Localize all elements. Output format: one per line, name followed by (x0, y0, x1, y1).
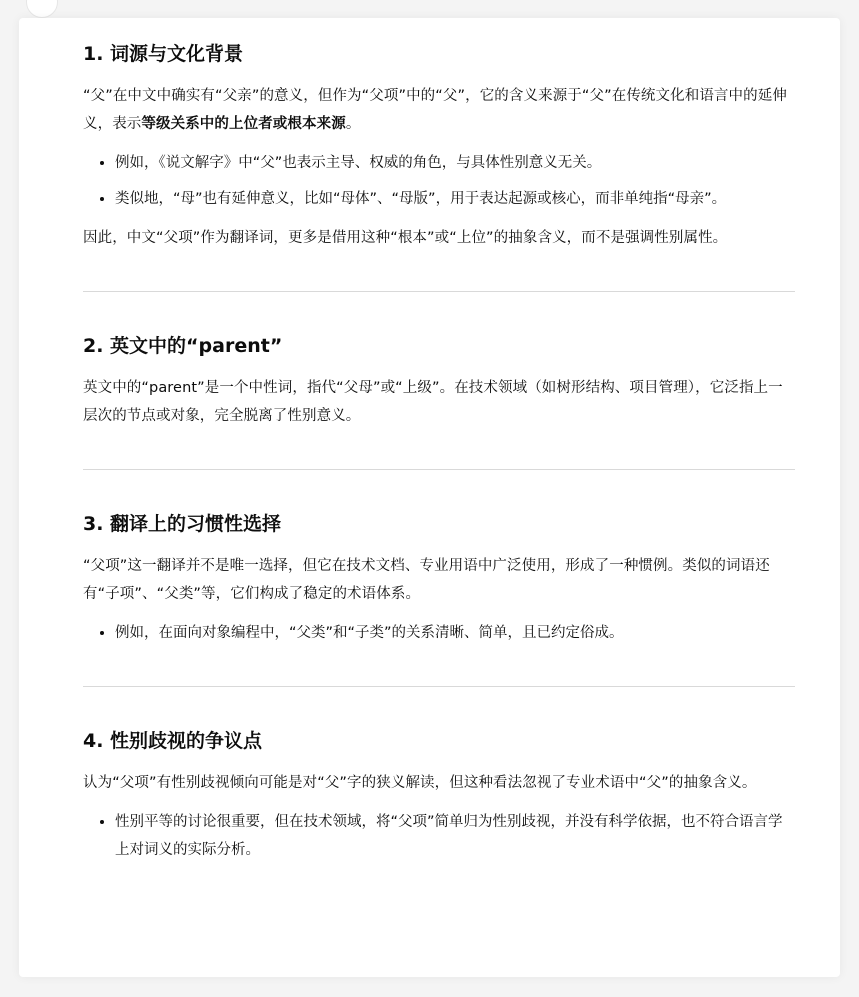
section-paragraph: 认为“父项”有性别歧视倾向可能是对“父”字的狭义解读，但这种看法忽视了专业术语中“父”的抽象含义。 (83, 775, 757, 791)
emphasis-text: 等级关系中的上位者或根本来源 (141, 116, 346, 132)
avatar (26, 0, 58, 18)
bullet-list (83, 808, 795, 864)
section-divider (83, 469, 795, 470)
list-item: • 性别平等的讨论很重要，但在技术领域，将“父项”简单归为性别歧视，并没有科学依据，也不符合语言学上对词义的实际分析。 (115, 808, 795, 864)
section-paragraph: 英文中的“parent”是一个中性词，指代“父母”或“上级”。在技术领域（如树形结构、项目管理），它泛指上一层次的节点或对象，完全脱离了性别意义。 (83, 380, 783, 424)
paragraph-text: 。 (345, 116, 361, 132)
message-content (83, 40, 795, 875)
section-divider (83, 291, 795, 292)
section-heading: 2. 英文中的“parent” (83, 335, 283, 357)
section-etymology (83, 40, 795, 252)
message-card (19, 18, 840, 977)
section-english-parent (83, 332, 795, 430)
section-heading: 3. 翻译上的习惯性选择 (83, 513, 282, 535)
section-conclusion: 因此，中文“父项”作为翻译词，更多是借用这种“根本”或“上位”的抽象含义，而不是强调性别属性。 (83, 230, 728, 246)
section-gender-dispute (83, 727, 795, 864)
section-paragraph (83, 82, 795, 138)
section-paragraph: “父项”这一翻译并不是唯一选择，但它在技术文档、专业用语中广泛使用，形成了一种惯例。类似的词语还有“子项”、“父类”等，它们构成了稳定的术语体系。 (83, 558, 770, 602)
section-translation-habit (83, 510, 795, 647)
list-item: • 例如，在面向对象编程中，“父类”和“子类”的关系清晰、简单，且已约定俗成。 (115, 619, 795, 647)
list-item: • 类似地，“母”也有延伸意义，比如“母体”、“母版”，用于表达起源或核心，而非单纯指“母亲”。 (115, 185, 795, 213)
section-heading: 1. 词源与文化背景 (83, 43, 244, 65)
section-heading: 4. 性别歧视的争议点 (83, 730, 263, 752)
list-item: • 例如，《说文解字》中“父”也表示主导、权威的角色，与具体性别意义无关。 (115, 149, 795, 177)
bullet-list (83, 619, 795, 647)
paragraph-text: “父”在中文中确实有“父亲”的意义，但作为“父项”中的“父”，它的含义来源于“父”在传统文化和语言中的延伸义，表示 (83, 88, 787, 132)
section-divider (83, 686, 795, 687)
bullet-list (83, 149, 795, 213)
